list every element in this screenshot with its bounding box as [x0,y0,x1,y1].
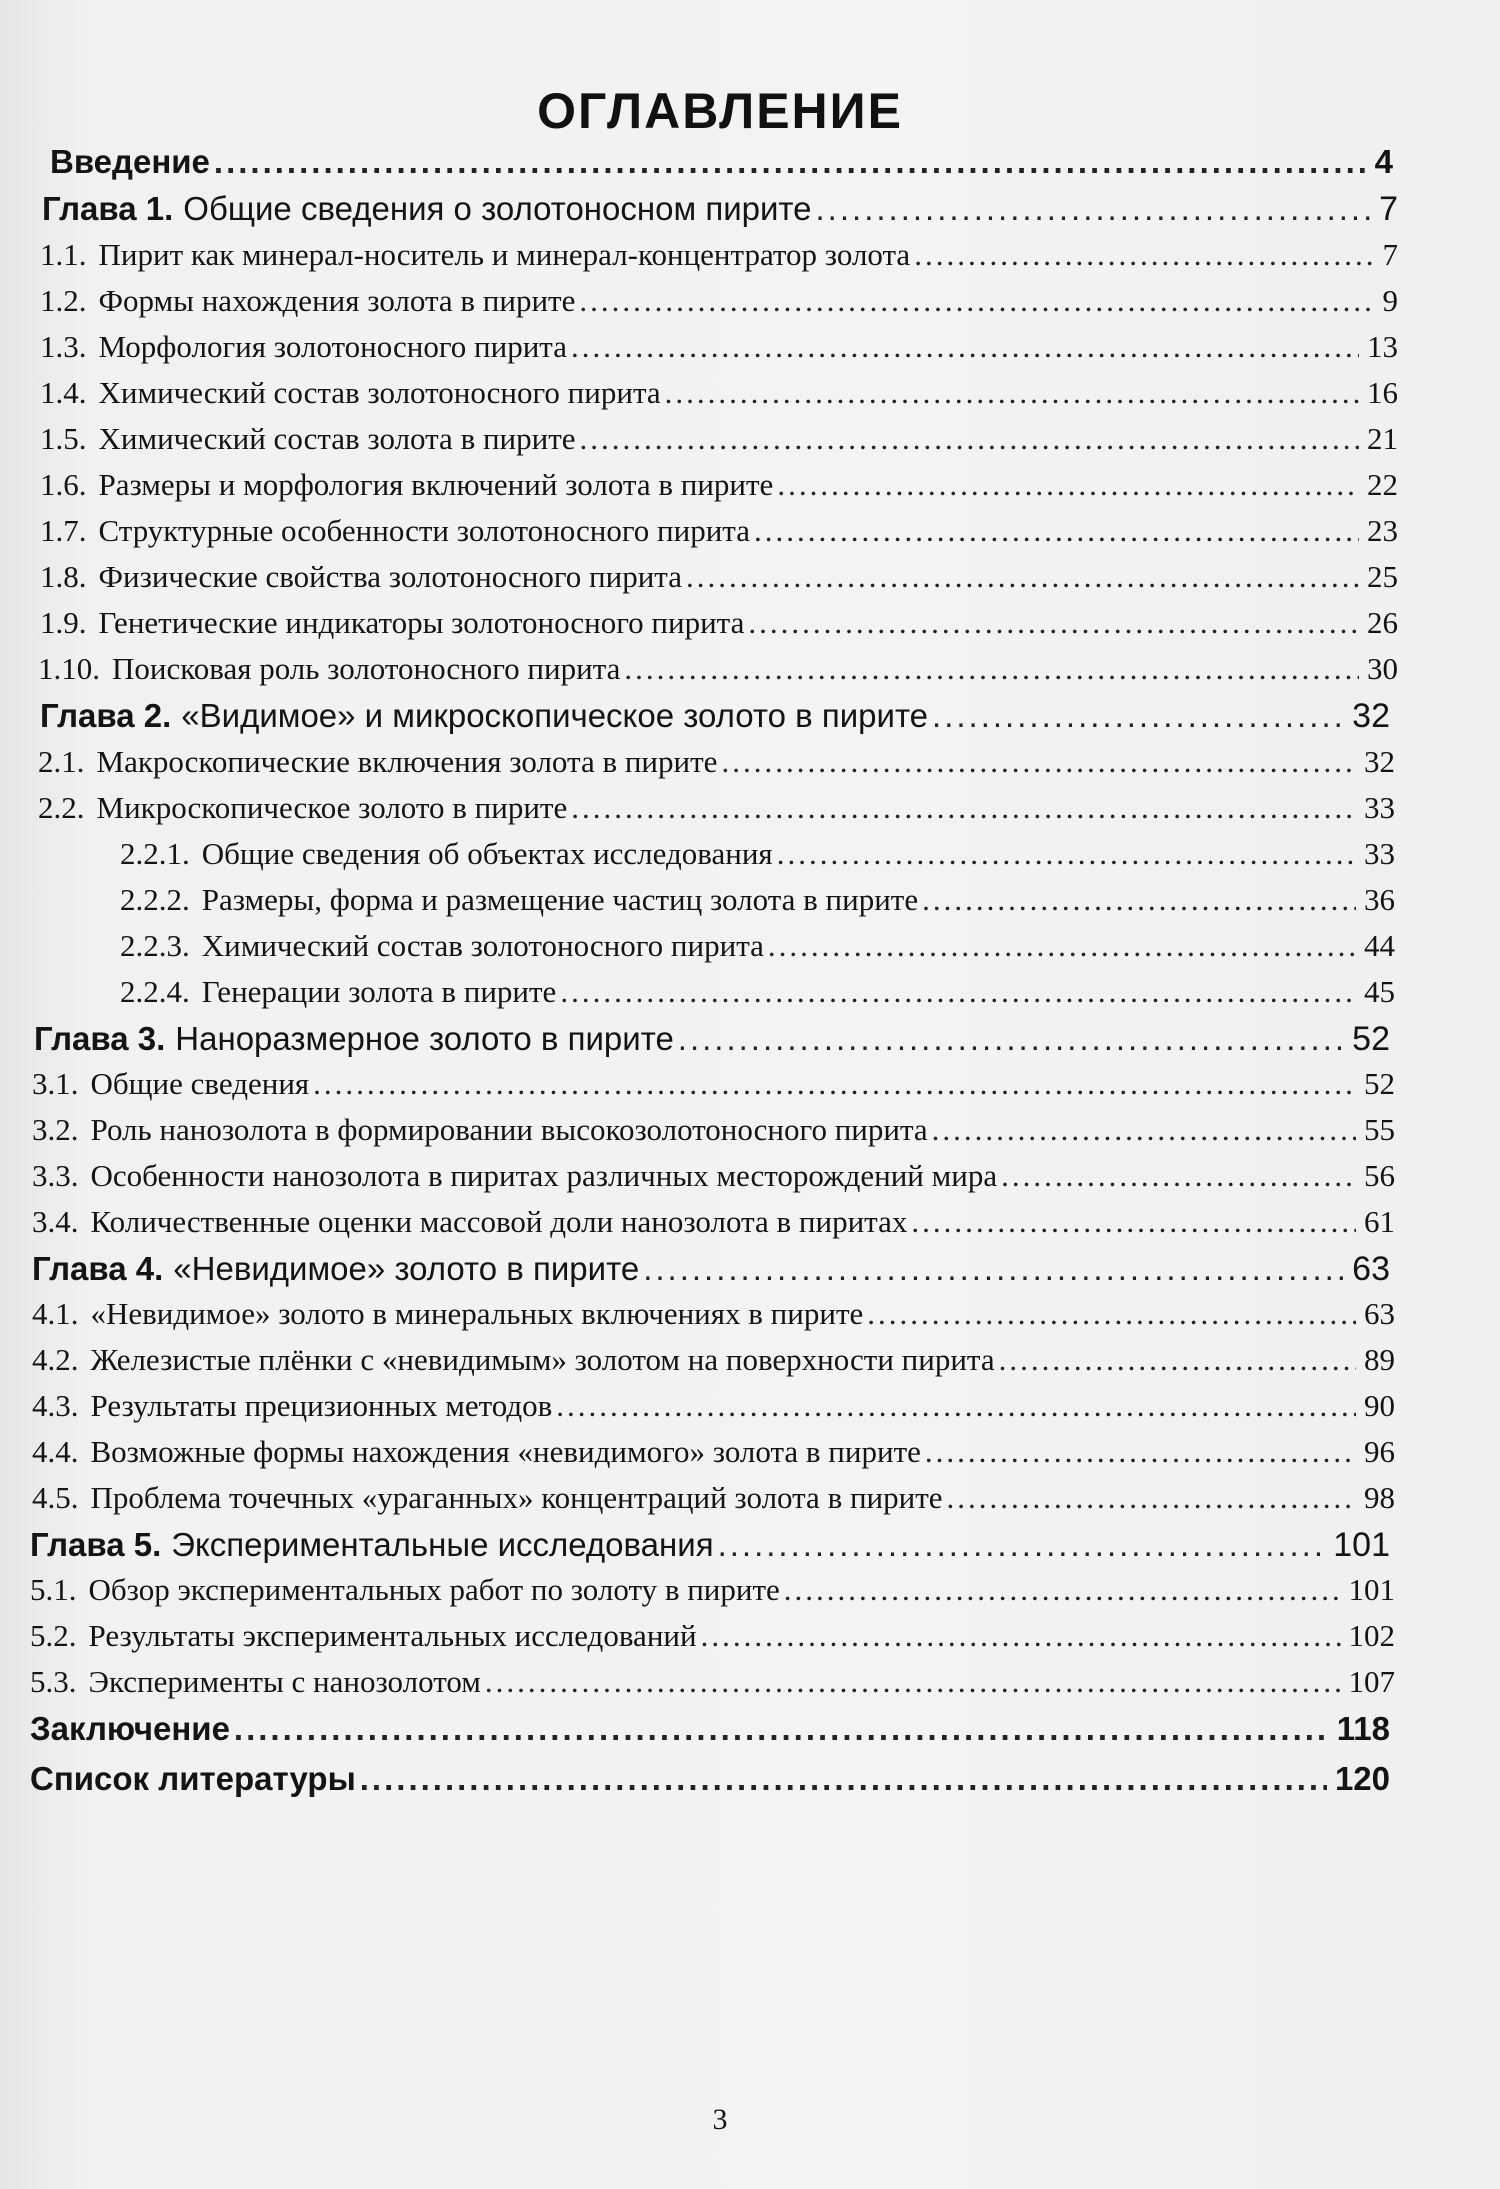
toc-entry-title: Поисковая роль золотоносного пирита [112,651,621,686]
toc-entry-title: Химический состав золотоносного пирита [98,375,661,410]
toc-entry-page: 63 [1364,1296,1395,1331]
toc-entry-page: 9 [1382,283,1398,318]
dot-leader [214,143,1367,181]
toc-entry-page: 7 [1379,190,1398,228]
dot-leader [932,697,1344,735]
dot-leader [571,790,1356,826]
toc-entry-label [32,1342,995,1378]
toc-entry-label [120,836,773,872]
toc-entry-title: Результаты экспериментальных исследований [88,1618,697,1653]
toc-entry-number: 4.5. [32,1480,79,1515]
toc-entry-number: Глава 3. [34,1020,166,1057]
toc-entry [120,836,1395,872]
toc-entry-page: 4 [1374,143,1393,180]
toc-entry-number: 4.2. [32,1342,79,1377]
toc-entry-title: Экспериментальные исследования [171,1526,714,1563]
toc-entry-page: 36 [1364,882,1395,917]
toc-entry-page: 23 [1367,513,1398,548]
toc-entry-number: 3.3. [32,1158,79,1193]
dot-leader [768,928,1356,964]
toc-entry-label [38,651,620,687]
toc-entry-title: Микроскопическое золото в пирите [96,790,568,825]
dot-leader [911,1204,1356,1240]
dot-leader [914,237,1374,273]
toc-entry-page: 45 [1364,974,1395,1009]
dot-leader [360,1760,1327,1798]
toc-chapter [32,1250,1390,1289]
toc-entry-page: 118 [1336,1710,1390,1747]
dot-leader [754,513,1359,549]
dot-leader [925,1434,1356,1470]
toc-entry-label [40,559,682,595]
dot-leader [678,1020,1344,1058]
toc-entry-page: 52 [1364,1066,1395,1101]
toc-entry-label [30,1618,697,1654]
toc-entry-number: 3.1. [32,1066,79,1101]
dot-leader [718,1526,1326,1564]
toc-entry-label [32,1480,943,1516]
toc-entry-page: 90 [1364,1388,1395,1423]
toc-entry-title: Эксперименты с нанозолотом [88,1664,481,1699]
toc-chapter [30,1526,1390,1565]
toc-entry-label [32,1204,907,1240]
toc-entry-page: 89 [1364,1342,1395,1377]
toc-section-main [30,1760,1390,1798]
toc-entry-title: Обзор экспериментальных работ по золоту в пирите [88,1572,780,1607]
toc-entry-label [40,467,773,503]
toc-entry-title: Наноразмерное золото в пирите [175,1020,674,1057]
toc-section-main [30,1710,1390,1748]
toc-entry-page: 22 [1367,467,1398,502]
toc-entry-page: 13 [1367,329,1398,364]
toc-entry-number: 2.1. [38,744,85,779]
toc-entry [38,790,1395,826]
toc-entry-title: Общие сведения об объектах исследования [201,836,773,871]
toc-entry-label [40,375,661,411]
toc-entry-number: 5.1. [30,1572,77,1607]
toc-entry-number: Глава 1. [42,190,174,227]
toc-entry-number: 1.5. [40,421,87,456]
dot-leader [777,836,1356,872]
toc-entry-page: 63 [1352,1250,1390,1288]
toc-entry-title: Заключение [30,1710,230,1747]
dot-leader [580,421,1359,457]
toc-entry [120,882,1395,918]
toc-entry-number: 3.2. [32,1112,79,1147]
toc-entry-number: 2.2. [38,790,85,825]
toc-entry-label [40,697,928,735]
toc-entry-label [32,1296,863,1332]
dot-leader [816,190,1372,228]
toc-entry [40,237,1398,273]
toc-entry-page: 16 [1367,375,1398,410]
toc-entry [38,651,1398,687]
toc-entry-number: 1.6. [40,467,87,502]
toc-entry-page: 32 [1352,697,1390,735]
toc-entry-title: «Невидимое» золото в пирите [173,1250,640,1287]
toc-entry-title: Морфология золотоносного пирита [98,329,567,364]
toc-entry [40,421,1398,457]
toc-entry-number: 1.3. [40,329,87,364]
toc-entry-number: 1.4. [40,375,87,410]
dot-leader [643,1250,1344,1288]
toc-entry [30,1664,1395,1700]
toc-entry-page: 21 [1367,421,1398,456]
page-title: ОГЛАВЛЕНИЕ [537,83,903,139]
toc-entry-page: 102 [1348,1618,1395,1653]
toc-entry [30,1572,1395,1608]
toc-entry-page: 32 [1364,744,1395,779]
toc-entry-label [42,190,812,228]
toc-entry-page: 55 [1364,1112,1395,1147]
toc-entry-number: 5.2. [30,1618,77,1653]
toc-entry [120,974,1395,1010]
toc-entry-title: Структурные особенности золотоносного пирита [98,513,750,548]
toc-entry-title: Размеры, форма и размещение частиц золота в пирите [201,882,919,917]
toc-entry-number: 5.3. [30,1664,77,1699]
toc-entry-label [30,1710,230,1748]
toc-entry-number: 2.2.1. [120,836,190,871]
toc-entry-page: 33 [1364,836,1395,871]
toc-chapter [34,1020,1390,1059]
toc-entry-page: 26 [1367,605,1398,640]
dot-leader [784,1572,1341,1608]
toc-entry-number: Глава 2. [40,697,172,734]
toc-entry-title: Железистые плёнки с «невидимым» золотом на поверхности пирита [90,1342,995,1377]
dot-leader [313,1066,1356,1102]
toc-entry [40,329,1398,365]
toc-entry-label [32,1388,552,1424]
toc-entry [32,1480,1395,1516]
toc-entry [32,1342,1395,1378]
toc-entry [32,1434,1395,1470]
toc-entry-label [40,329,567,365]
toc-entry-label [30,1760,356,1798]
toc-entry-number: 4.3. [32,1388,79,1423]
toc-entry [40,559,1398,595]
dot-leader [947,1480,1356,1516]
toc-entry-label [30,1526,714,1564]
toc-entry-title: Макроскопические включения золота в пирите [96,744,718,779]
toc-entry-title: Список литературы [30,1760,356,1797]
toc-entry-page: 96 [1364,1434,1395,1469]
toc-entry [32,1204,1395,1240]
toc-entry [32,1112,1395,1148]
toc-entry-title: Возможные формы нахождения «невидимого» золота в пирите [90,1434,921,1469]
toc-entry-title: Общие сведения о золотоносном пирите [183,190,812,227]
toc-entry-page: 25 [1367,559,1398,594]
toc-entry-label [120,974,556,1010]
toc-entry [40,467,1398,503]
toc-entry-title: Общие сведения [90,1066,310,1101]
dot-leader [560,974,1356,1010]
toc-entry-title: Размеры и морфология включений золота в пирите [98,467,774,502]
dot-leader [234,1710,1329,1748]
dot-leader [686,559,1359,595]
dot-leader [571,329,1359,365]
toc-entry [40,605,1398,641]
toc-entry-title: Генерации золота в пирите [201,974,557,1009]
toc-entry-page: 7 [1382,237,1398,272]
toc-entry-label [40,421,576,457]
toc-entry [40,375,1398,411]
toc-entry-number: 1.9. [40,605,87,640]
toc-entry-page: 33 [1364,790,1395,825]
toc-entry-number: 3.4. [32,1204,79,1239]
toc-entry-page: 44 [1364,928,1395,963]
toc-entry-label [40,513,750,549]
toc-chapter [42,190,1398,229]
toc-entry-label [30,1664,481,1700]
dot-leader [777,467,1359,503]
toc-entry-page: 98 [1364,1480,1395,1515]
toc-entry-label [40,605,744,641]
dot-leader [867,1296,1356,1332]
toc-entry-label [40,237,910,273]
toc-entry-title: «Невидимое» золото в минеральных включениях в пирите [90,1296,864,1331]
toc-entry [32,1066,1395,1102]
toc-entry-label [32,1112,928,1148]
dot-leader [665,375,1359,411]
dot-leader [748,605,1359,641]
toc-entry [32,1388,1395,1424]
toc-entry-page: 61 [1364,1204,1395,1239]
toc-entry-title: Химический состав золотоносного пирита [201,928,764,963]
toc-entry-label [32,1158,997,1194]
toc-entry-label [120,928,764,964]
toc-entry-label [34,1020,674,1058]
toc-entry [32,1158,1395,1194]
toc-entry-number: 1.10. [38,651,100,686]
dot-leader [721,744,1356,780]
toc-entry-page: 52 [1352,1020,1390,1058]
dot-leader [485,1664,1341,1700]
toc-entry-number: 4.4. [32,1434,79,1469]
toc-entry-label [32,1250,639,1288]
dot-leader [624,651,1359,687]
toc-entry [30,1618,1395,1654]
toc-entry [40,513,1398,549]
toc-entry-label [32,1434,921,1470]
dot-leader [932,1112,1356,1148]
dot-leader [556,1388,1356,1424]
dot-leader [1001,1158,1356,1194]
toc-entry-page: 56 [1364,1158,1395,1193]
toc-entry [38,744,1395,780]
toc-entry-title: «Видимое» и микроскопическое золото в пирите [181,697,929,734]
dot-leader [999,1342,1356,1378]
toc-entry-label [50,143,210,181]
toc-entry-page: 120 [1334,1760,1390,1797]
toc-entry-label [38,790,567,826]
toc-entry-label [30,1572,780,1608]
page-number: 3 [712,2103,728,2136]
toc-entry-title: Результаты прецизионных методов [90,1388,553,1423]
toc-entry-title: Роль нанозолота в формировании высокозолотоносного пирита [90,1112,928,1147]
toc-entry-number: 1.2. [40,283,87,318]
toc-entry-number: 1.1. [40,237,87,272]
toc-entry-number: 4.1. [32,1296,79,1331]
toc-entry-label [120,882,918,918]
toc-entry-page: 30 [1367,651,1398,686]
toc-entry-title: Генетические индикаторы золотоносного пирита [98,605,745,640]
toc-entry-label [40,283,575,319]
toc-entry-page: 101 [1333,1526,1390,1564]
toc-entry-title: Пирит как минерал-носитель и минерал-концентратор золота [98,237,911,272]
toc-entry-label [32,1066,309,1102]
toc-entry-number: 1.8. [40,559,87,594]
dot-leader [579,283,1374,319]
toc-entry-title: Физические свойства золотоносного пирита [98,559,682,594]
toc-section-main [50,143,1393,181]
toc-entry-title: Формы нахождения золота в пирите [98,283,576,318]
toc-entry-title: Количественные оценки массовой доли нанозолота в пиритах [90,1204,908,1239]
toc-entry-label [38,744,717,780]
toc-entry-number: 2.2.3. [120,928,190,963]
toc-entry-number: Глава 4. [32,1250,164,1287]
toc-entry-number: Глава 5. [30,1526,162,1563]
dot-leader [922,882,1356,918]
toc-entry-number: 1.7. [40,513,87,548]
toc-entry-number: 2.2.2. [120,882,190,917]
toc-entry-number: 2.2.4. [120,974,190,1009]
toc-entry-page: 101 [1348,1572,1395,1607]
toc-entry [40,283,1398,319]
toc-chapter [40,697,1390,736]
toc-entry-page: 107 [1348,1664,1395,1699]
dot-leader [701,1618,1341,1654]
toc-entry-title: Особенности нанозолота в пиритах различных месторождений мира [90,1158,998,1193]
toc-entry-title: Химический состав золота в пирите [98,421,576,456]
toc-entry-title: Введение [50,143,210,180]
toc-entry-title: Проблема точечных «ураганных» концентраций золота в пирите [90,1480,943,1515]
toc-entry [120,928,1395,964]
toc-entry [32,1296,1395,1332]
